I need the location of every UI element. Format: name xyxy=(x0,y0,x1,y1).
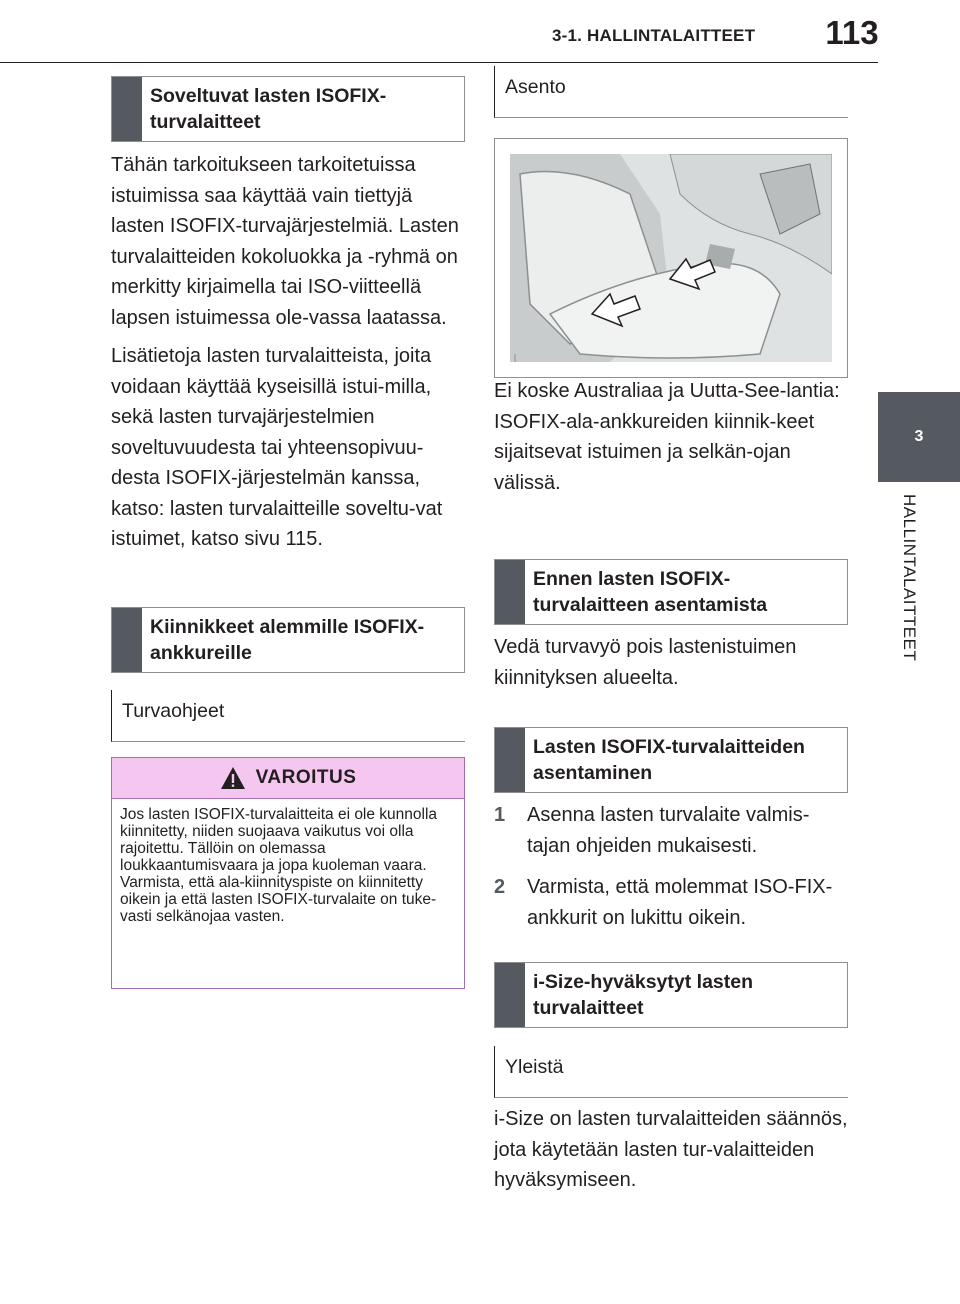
paragraph-anchor-location: ISOFIX-ala-ankkureiden kiinnik-keet sijaitsevat istuimen ja selkän-ojan välissä. xyxy=(494,410,815,494)
paragraph-pull-belt: Vedä turvavyö pois lastenistuimen kiinnityksen alueelta. xyxy=(494,636,797,689)
warning-box xyxy=(111,757,465,989)
heading-text: Soveltuvat lasten ISOFIX-turvalaitteet xyxy=(150,85,387,133)
heading-text: i-Size-hyväksytyt lasten turvalaitteet xyxy=(533,971,754,1019)
heading-text: Kiinnikkeet alemmille ISOFIX-ankkureille xyxy=(150,616,425,664)
install-steps xyxy=(494,800,848,944)
step-text: Asenna lasten turvalaite valmis-tajan ohjeiden mukaisesti. xyxy=(527,804,810,857)
step-item xyxy=(494,872,848,933)
warning-triangle-icon xyxy=(220,766,246,790)
subheading-general: Yleistä xyxy=(494,1046,848,1098)
step-number: 2 xyxy=(494,876,506,898)
heading-lower-anchors xyxy=(111,607,465,673)
warning-title: VAROITUS xyxy=(255,767,357,788)
paragraph-not-australia: Ei koske Australiaa ja Uutta-See-lantia: xyxy=(494,380,840,402)
heading-isofix-seats xyxy=(111,76,465,142)
chapter-tab xyxy=(878,392,960,482)
heading-before-install xyxy=(494,559,848,625)
heading-bar xyxy=(495,963,525,1027)
subheading-safety: Turvaohjeet xyxy=(111,690,465,742)
paragraph-more-info: Lisätietoja lasten turvalaitteista, joita voidaan käyttää kyseisillä istui-milla, sekä lasten turvajärjestelmien soveltuvuudesta tai yhteensopivuu-desta ISOFIX-järjestelmän kanssa, katso: lasten turvalaitteille soveltu-vat istuimet, katso sivu 115. xyxy=(111,345,443,550)
step-item xyxy=(494,800,848,861)
warning-header xyxy=(112,758,464,799)
heading-bar xyxy=(112,77,142,141)
heading-bar xyxy=(112,608,142,672)
heading-text: Ennen lasten ISOFIX-turvalaitteen asentamista xyxy=(533,568,768,616)
paragraph-isofix-usage: Tähän tarkoitukseen tarkoitetuissa istuimissa saa käyttää vain tiettyjä lasten ISOFIX-turvajärjestelmiä. Lasten turvalaitteiden kokoluokka ja -ryhmä on merkitty kirjaimella tai ISO-viitteellä lapsen istuimessa ole-vassa laatassa. xyxy=(111,154,459,329)
subheading-position: Asento xyxy=(494,66,848,118)
heading-text: Lasten ISOFIX-turvalaitteiden asentaminen xyxy=(533,736,805,784)
page-number: 113 xyxy=(825,14,879,51)
right-body-text-position xyxy=(494,376,848,498)
heading-isize xyxy=(494,962,848,1028)
step-text: Varmista, että molemmat ISO-FIX-ankkurit on lukittu oikein. xyxy=(527,876,833,929)
paragraph-isize-info: i-Size on lasten turvalaitteiden säännös, jota käytetään lasten tur-valaitteiden hyväksymiseen. xyxy=(494,1108,848,1191)
heading-bar xyxy=(495,728,525,792)
step-number: 1 xyxy=(494,804,506,826)
seat-anchor-figure xyxy=(494,138,848,378)
chapter-title-vertical: HALLINTALAITTEET xyxy=(900,494,919,662)
chapter-number: 3 xyxy=(914,428,924,445)
header-rule xyxy=(0,62,878,63)
heading-bar xyxy=(495,560,525,624)
heading-installing xyxy=(494,727,848,793)
left-body-text xyxy=(111,150,465,555)
section-label: 3-1. HALLINTALAITTEET xyxy=(552,26,756,45)
warning-text: Jos lasten ISOFIX-turvalaitteita ei ole kunnolla kiinnitetty, niiden suojaava vaikutus voi olla rajoitettu. Tällöin on olemassa loukkaantumisvaara ja jopa kuoleman vaara. Varmista, että ala-kiinnityspiste on kiinnitetty oikein ja että lasten ISOFIX-turvalaite on tuke-vasti selkänojaa vasten. xyxy=(120,806,438,925)
seat-anchor-illustration-icon xyxy=(510,154,832,362)
